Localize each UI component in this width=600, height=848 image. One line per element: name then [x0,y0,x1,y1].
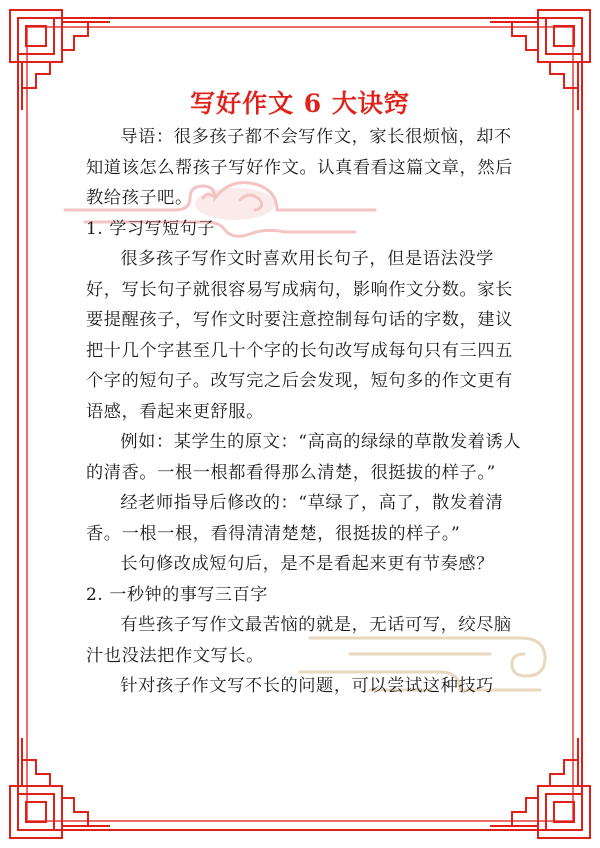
section-heading-1: 1. 学习写短句子 [86,218,216,239]
question-paragraph: 长句修改成短句后，是不是看起来更有节奏感？ [120,554,494,574]
intro-paragraph: 导语：很多孩子都不会写作文，家长很烦恼，却不知道该怎么帮孩子写好作文。认真看看这篇文章，然后教给孩子吧。 [86,127,513,208]
section-heading-2: 2. 一秒钟的事写三百字 [86,584,268,605]
body-paragraph: 有些孩子写作文最苦恼的就是，无话可写，绞尽脑汁也没法把作文写长。 [86,615,512,666]
revision-paragraph: 经老师指导后修改的：“草绿了，高了，散发着清香。一根一根，看得清清楚楚，很挺拔的样子。” [86,493,504,544]
example-paragraph: 例如：某学生的原文：“高高的绿绿的草散发着诱人的清香。一根一根都看得那么清楚，很挺拔的样子。” [86,432,522,483]
article-title: 写好作文 6 大诀窍 [190,89,410,118]
body-paragraph: 针对孩子作文写不长的问题，可以尝试这种技巧 [120,676,494,696]
article-body [86,122,526,702]
body-paragraph: 很多孩子写作文时喜欢用长句子，但是语法没学好，写长句子就很容易写成病句，影响作文分数。家长要提醒孩子，写作文时要注意控制每句话的字数，建议把十几个字甚至几十个字的长句改写成每句只有三四五个字的短句子。改写完之后会发现，短句多的作文更有语感，看起来更舒服。 [86,249,513,422]
